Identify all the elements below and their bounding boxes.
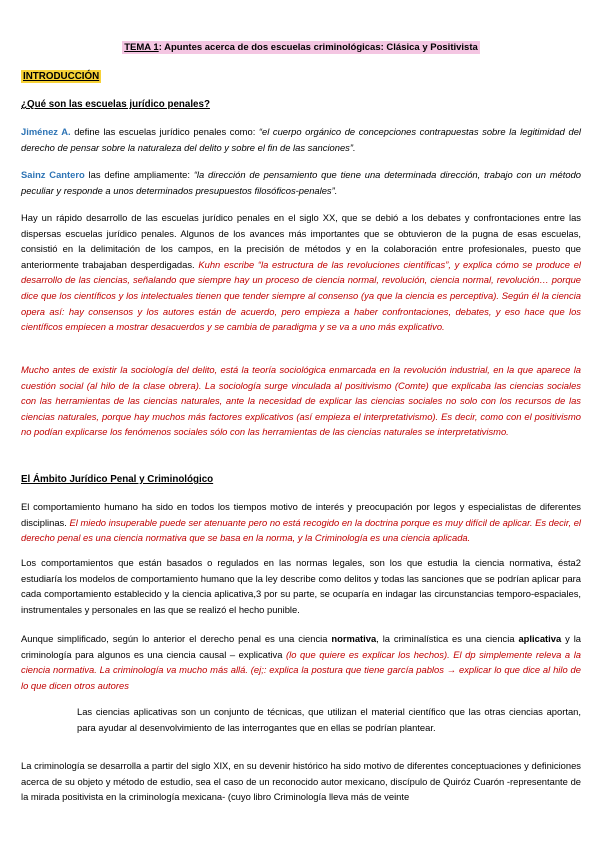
p4-red-note: Mucho antes de existir la sociología del delito, está la teoría sociológica enmarcada en la revolución industrial, en la que aparece la cuestión social (al hilo de la clase obrera). La sociología surge vinculada al positivismo (Comte) que explicaba las ciencias sociales con las herramientas de las ciencias naturales, ante la necesidad de explicar las ciencias sociales no solo con los recursos de las ciencias naturales, porque hay muchos más factores explicativos (así empieza el interpretativismo). Es decir, como con el positivismo no podían explicarse los fenómenos sociales sólo con las herramientas de las ciencias naturales se interpretativismo. [21,364,581,438]
p3-text: Hay un rápido desarrollo de las escuelas jurídico penales en el siglo XX, que se debió a los debates y confrontaciones entre las dispersas escuelas jurídico penales. Algunos de los avances más importantes que se obtuvieron de la pugna de esas escuelas, consistió en la delimitación de los campos, en la precisión de métodos y en la colaboración entre profesionales, puesto que anteriormente trabajaban desperdigadas. [21,212,581,270]
ambito-heading: El Ámbito Jurídico Penal y Criminológico [21,474,214,485]
p1-text: define las escuelas jurídico penales como: [70,126,259,137]
intro-heading: INTRODUCCIÓN [23,71,100,82]
author-jimenez: Jiménez A. [21,126,71,137]
p2-quote: “la dirección de pensamiento que tiene una determinada dirección, trabajo con un método peculiar y responde a unos determinados presupuestos filosóficos-penales”. [21,169,581,196]
quote-block: Las ciencias aplicativas son un conjunto de técnicas, que utilizan el material científico que las otras ciencias aportan, para ayudar al desenvolvimiento de las interrogantes que en ellas se podrían plantear. [77,706,581,733]
p8-text: La criminología se desarrolla a partir del siglo XIX, en su devenir histórico ha sido motivo de diferentes conceptuaciones y definiciones acerca de su objeto y método de estudio, sea el caso de un reconocido autor mexicano, discípulo de Quiróz Cuarón -representante de la mirada positivista en la criminología mexicana- (cuyo libro Criminología lleva más de veinte [21,760,581,803]
p6-text: Los comportamientos que están basados o regulados en las normas legales, son los que estudia la ciencia normativa, ésta2 estudiaría los modelos de comportamiento humano que la ley describe como delitos y todas las sanciones que se podrían aplicar para cada comportamiento establecido y la ciencia aplicativa,3 por su parte, se ocuparía en indagar las circunstancias temporo-espaciales, instrumentales y personales en las que se realizó el hecho punible. [21,557,581,615]
paragraph-criminologia [21,758,581,805]
p7-aplicativa: aplicativa [518,633,562,644]
title-label: TEMA 1 [124,42,159,53]
title-highlight [122,41,480,54]
title-text: : Apuntes acerca de dos escuelas criminológicas: Clásica y Positivista [158,42,478,53]
document-title [21,42,581,53]
paragraph-simplificado [21,631,581,693]
p7-t3: y la criminología para algunos es una ciencia causal – explicativa [21,633,581,660]
paragraph-comportamiento [21,499,581,546]
paragraph-sociologia [21,362,581,440]
author-sainz: Sainz Cantero [21,169,85,180]
p1-quote: “el cuerpo orgánico de concepciones contrapuestas sobre la legitimidad del derecho de pensar sobre la naturaleza del delito y sobre el fin de las sanciones”. [21,126,581,153]
p2-text: las define ampliamente: [84,169,194,180]
p7-t1: Aunque simplificado, según lo anterior el derecho penal es una ciencia [21,633,332,644]
paragraph-jimenez [21,124,581,155]
p5-text: El comportamiento humano ha sido en todos los tiempos motivo de interés y preocupación por legos y especialistas de diferentes disciplinas. [21,501,581,528]
p5-red-note: El miedo insuperable puede ser atenuante pero no está recogido en la doctrina porque es muy difícil de aplicar. Es decir, el derecho penal es una ciencia normativa que se basa en la norma, y la Criminología es una ciencia aplicada. [21,516,581,544]
p3-red-note: Kuhn escribe “la estructura de las revoluciones científicas”, y explica cómo se produce el desarrollo de las ciencias, señalando que siempre hay un proceso de ciencia normal, revolución, ciencia normal, revolución… porque dice que los científicos y los intelectuales tienen que tender siempre al consenso (ya que la ciencia es perceptiva). Según él la ciencia opera así: hay consensos y los autores están de acuerdo, pero empieza a haber confrontaciones, debates, y eso hace que los científicos empiecen a mostrar desacuerdos y se cambia de paradigma y se va a uno más explicativo. [21,258,581,333]
paragraph-sainz [21,167,581,198]
p7-t2: , la criminalística es una ciencia [376,633,519,644]
question-heading: ¿Qué son las escuelas jurídico penales? [21,99,210,110]
p7-red-note: (lo que quiere es explicar los hechos). El dp simplemente releva a la ciencia normativa. La criminología va mucho más allá. (ej;: explica la postura que tiene garcía pablos → explicar lo que dice al hilo de lo que dicen otros autores [21,648,582,691]
paragraph-normas [21,555,581,617]
p7-normativa: normativa [331,633,377,644]
paragraph-desarrollo [21,210,581,335]
